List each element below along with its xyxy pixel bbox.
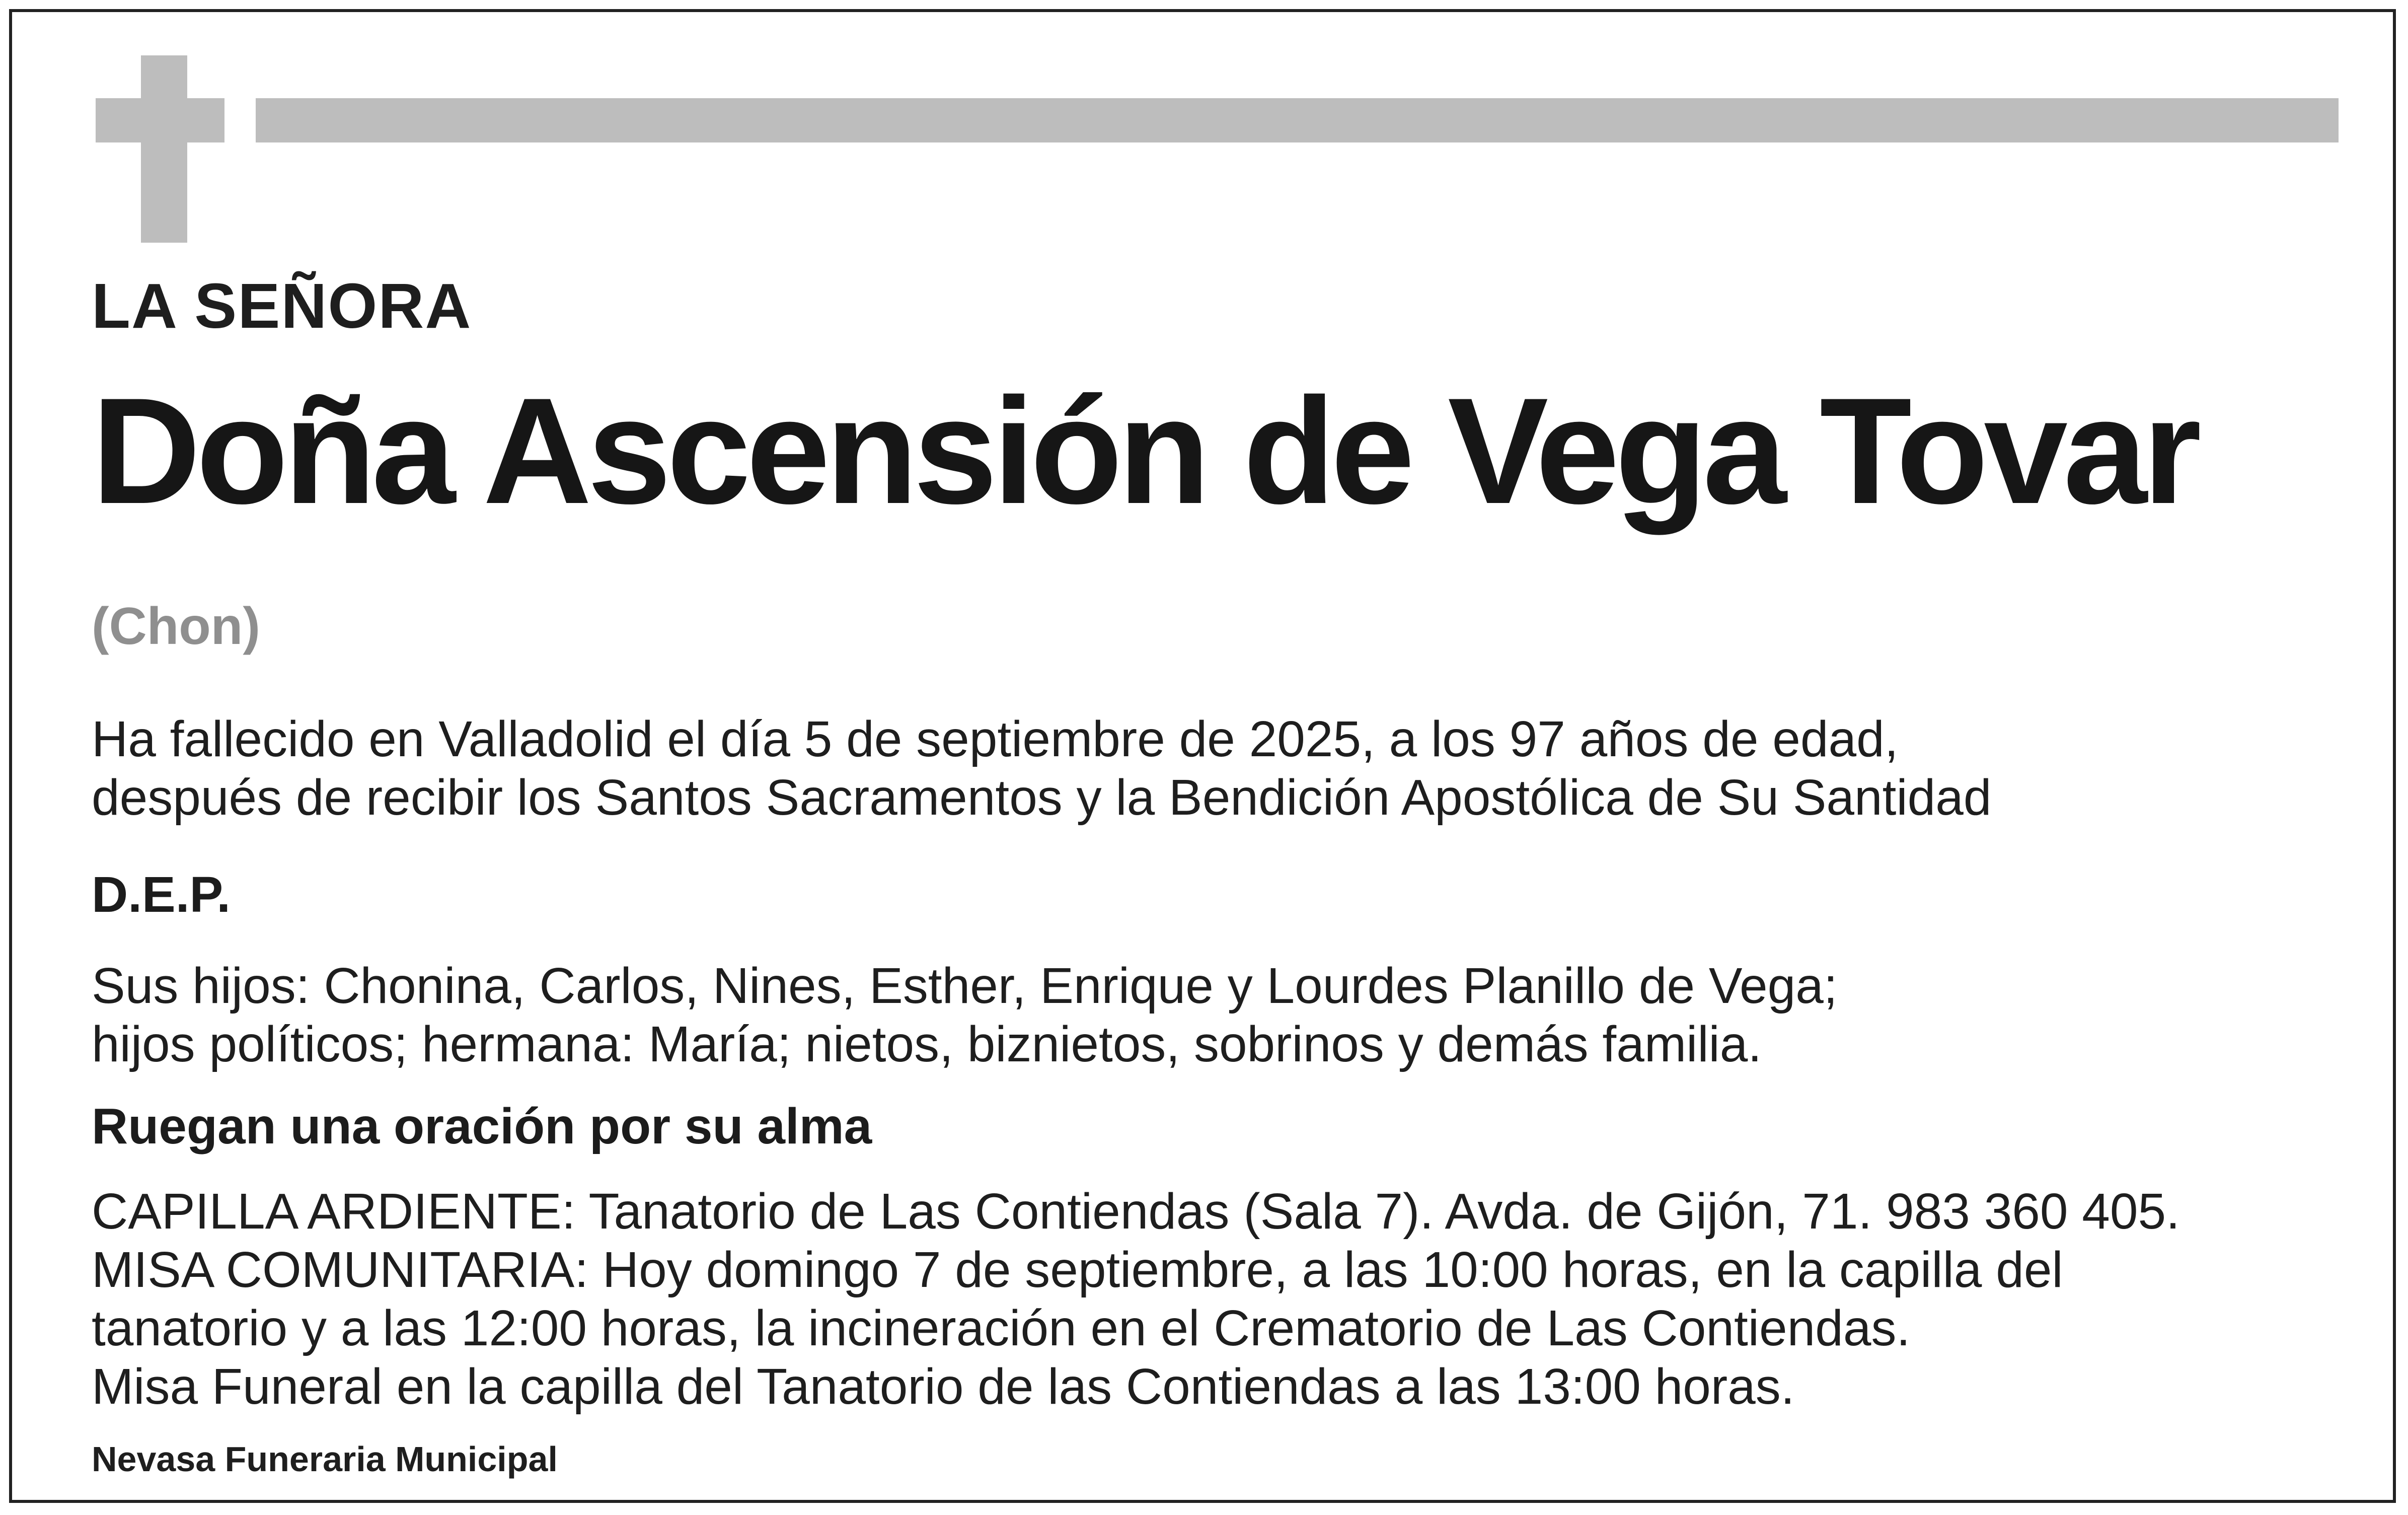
service-line: MISA COMUNITARIA: Hoy domingo 7 de septiembre, a las 10:00 horas, en la capilla del <box>92 1242 2063 1298</box>
cross-vertical-bar <box>141 55 187 243</box>
service-details <box>92 1182 2180 1416</box>
honorific-title: LA SEÑORA <box>92 270 472 341</box>
service-line: tanatorio y a las 12:00 horas, la incineración en el Crematorio de Las Contiendas. <box>92 1300 1911 1356</box>
nickname: (Chon) <box>92 597 260 656</box>
service-line: Misa Funeral en la capilla del Tanatorio de las Contiendas a las 13:00 horas. <box>92 1358 1795 1415</box>
header-rule <box>256 98 2339 142</box>
funeral-home: Nevasa Funeraria Municipal <box>92 1439 558 1479</box>
announcement-line: después de recibir los Santos Sacramentos y la Bendición Apostólica de Su Santidad <box>92 769 1992 826</box>
announcement-line: Ha fallecido en Valladolid el día 5 de septiembre de 2025, a los 97 años de edad, <box>92 711 1899 767</box>
rest-in-peace: D.E.P. <box>92 867 231 923</box>
death-announcement <box>92 710 1992 827</box>
family-line: Sus hijos: Chonina, Carlos, Nines, Esther, Enrique y Lourdes Planillo de Vega; <box>92 958 1838 1014</box>
prayer-request: Ruegan una oración por su alma <box>92 1098 872 1155</box>
family-line: hijos políticos; hermana: María; nietos, biznietos, sobrinos y demás familia. <box>92 1016 1762 1072</box>
family-list <box>92 957 1838 1073</box>
deceased-name: Doña Ascensión de Vega Tovar <box>92 366 2197 535</box>
service-line: CAPILLA ARDIENTE: Tanatorio de Las Contiendas (Sala 7). Avda. de Gijón, 71. 983 360 405. <box>92 1183 2180 1240</box>
cross-horizontal-bar <box>96 98 224 142</box>
